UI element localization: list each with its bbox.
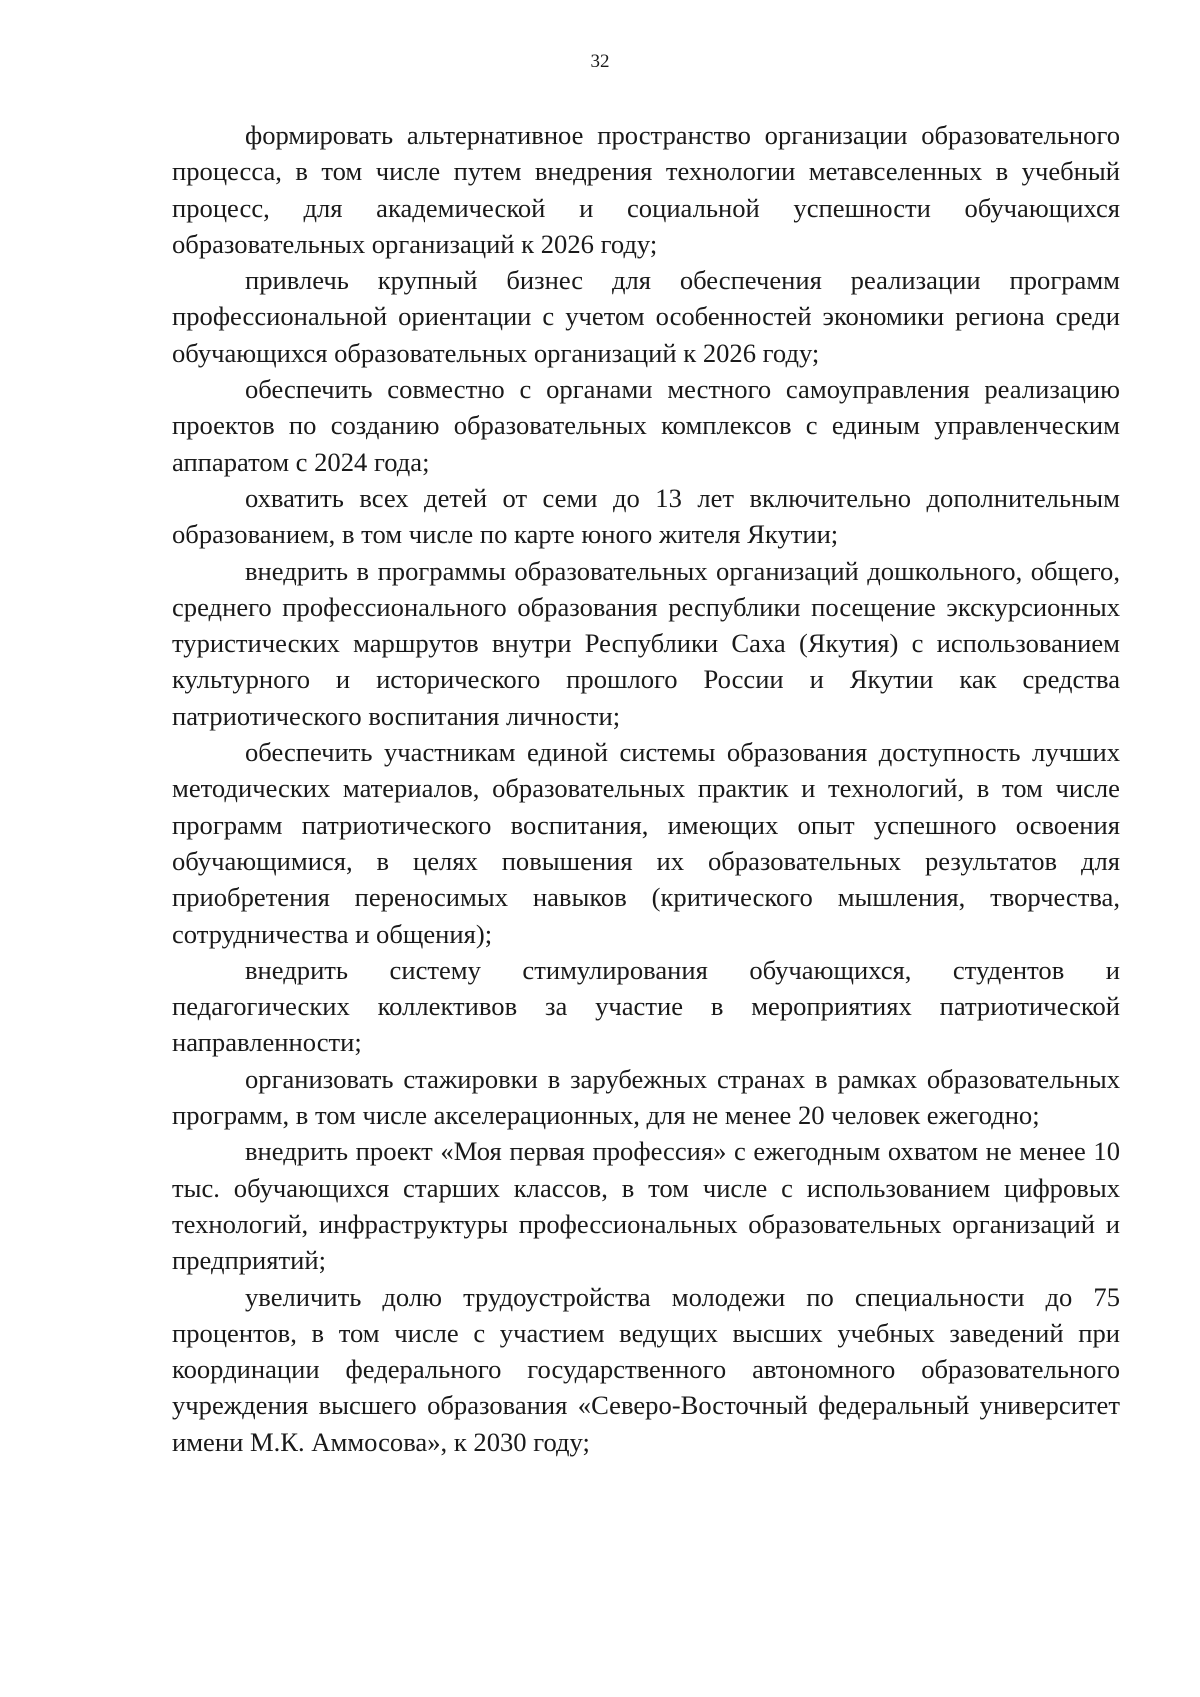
paragraph: внедрить систему стимулирования обучающихся, студентов и педагогических коллективов за участие в мероприятиях патриотической направленности;: [172, 954, 1120, 1058]
paragraph: увеличить долю трудоустройства молодежи по специальности до 75 процентов, в том числе с участием ведущих высших учебных заведений при координации федерального государственного автономного образовательного учреждения высшего образования «Северо-Восточный федеральный университет имени М.К. Аммосова», к 2030 году;: [172, 1281, 1120, 1457]
paragraph: внедрить в программы образовательных организаций дошкольного, общего, среднего профессионального образования республики посещение экскурсионных туристических маршрутов внутри Республики Саха (Якутия) с использованием культурного и исторического прошлого России и Якутии как средства патриотического воспитания личности;: [172, 555, 1120, 731]
document-body: [172, 117, 1120, 1460]
paragraph: внедрить проект «Моя первая профессия» с ежегодным охватом не менее 10 тыс. обучающихся старших классов, в том числе с использованием цифровых технологий, инфраструктуры профессиональных образовательных организаций и предприятий;: [172, 1136, 1120, 1276]
page-number: 32: [590, 51, 610, 72]
paragraph: организовать стажировки в зарубежных странах в рамках образовательных программ, в том числе акселерационных, для не менее 20 человек ежегодно;: [172, 1063, 1120, 1131]
paragraph: привлечь крупный бизнес для обеспечения реализации программ профессиональной ориентации с учетом особенностей экономики региона среди обучающихся образовательных организаций к 2026 году;: [172, 265, 1120, 368]
paragraph: формировать альтернативное пространство организации образовательного процесса, в том числе путем внедрения технологии метавселенных в учебный процесс, для академической и социальной успешности обучающихся образовательных организаций к 2026 году;: [172, 120, 1120, 259]
paragraph: охватить всех детей от семи до 13 лет включительно дополнительным образованием, в том числе по карте юного жителя Якутии;: [172, 482, 1120, 550]
paragraph: обеспечить участникам единой системы образования доступность лучших методических материалов, образовательных практик и технологий, в том числе программ патриотического воспитания, имеющих опыт успешного освоения обучающимися, в целях повышения их образовательных результатов для приобретения переносимых навыков (критического мышления, творчества, сотрудничества и общения);: [172, 737, 1120, 949]
paragraph: обеспечить совместно с органами местного самоуправления реализацию проектов по созданию образовательных комплексов с единым управленческим аппаратом с 2024 года;: [172, 374, 1120, 477]
